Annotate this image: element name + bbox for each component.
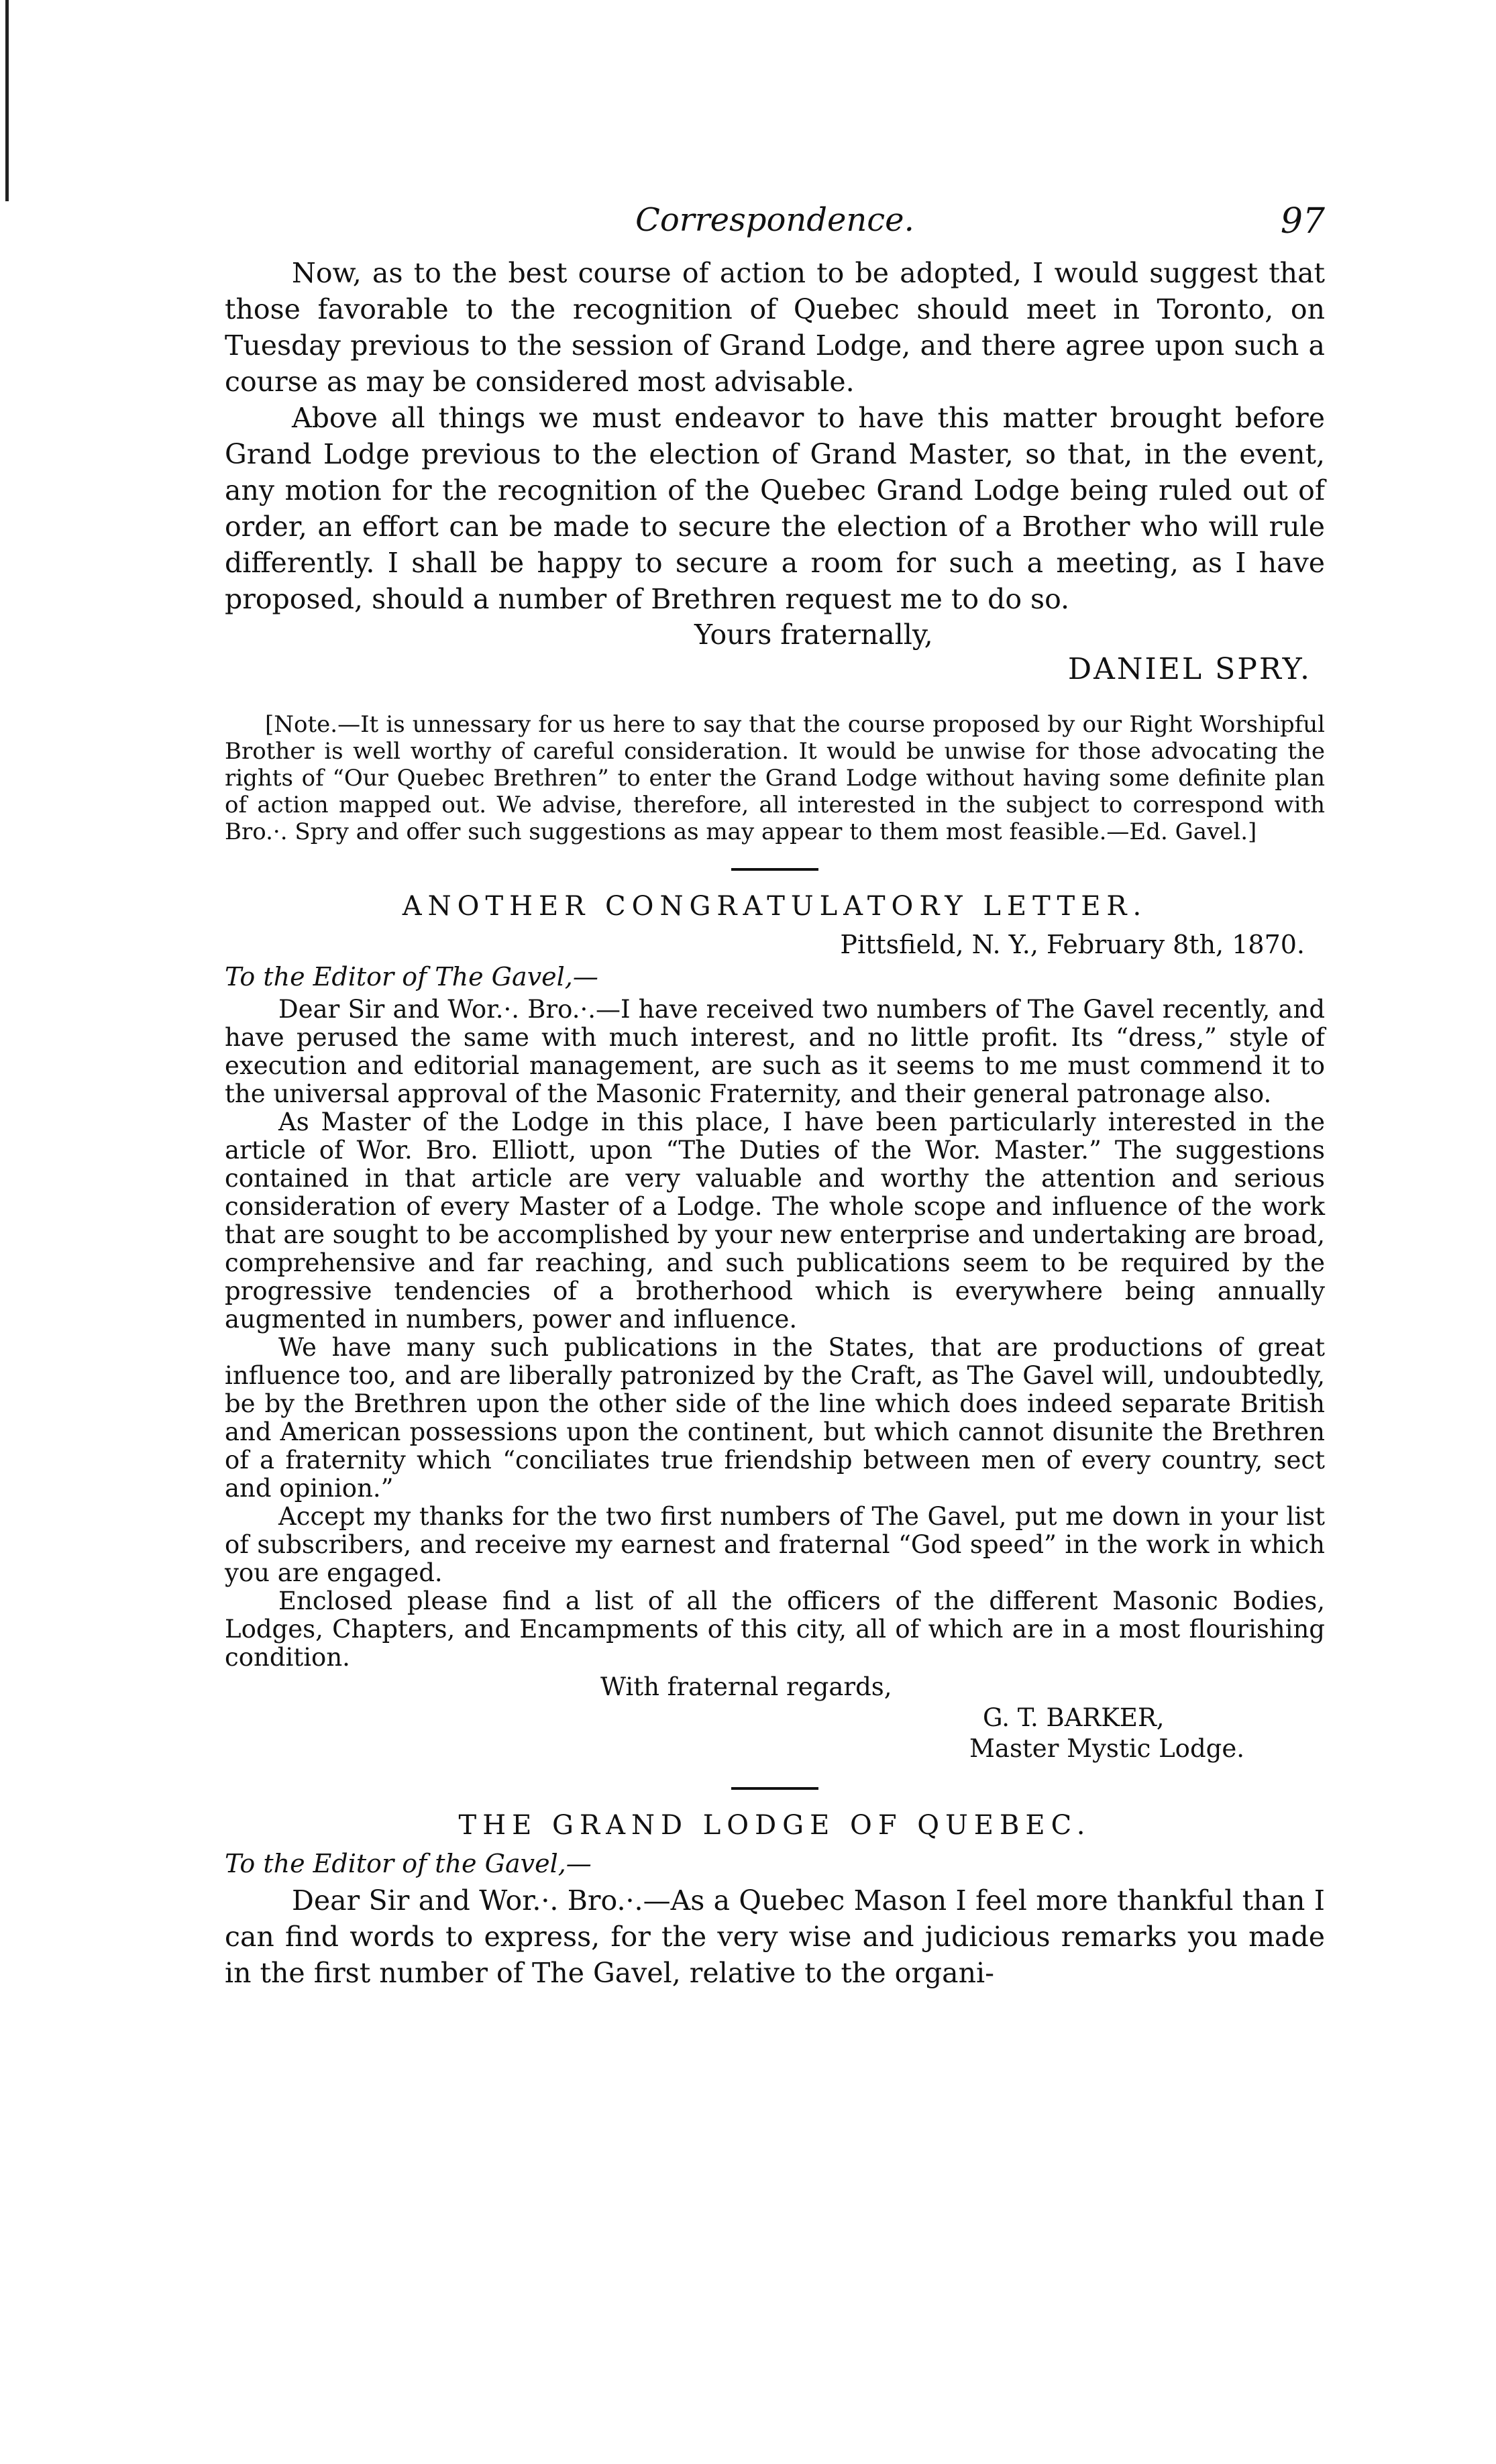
paragraph: Above all things we must endeavor to have this matter brought before Grand Lodge previous to the election of Grand Master, so that, in the event, any motion for the recognition of the Quebec Grand Lodge being ruled out of order, an effort can be made to secure the election of a Brother who will rule differently. I shall be happy to secure a room for such a meeting, as I have proposed, should a number of Brethren request me to do so.	[225, 402, 1325, 615]
section-heading: THE GRAND LODGE OF QUEBEC.	[458, 1810, 1091, 1841]
section-divider	[731, 1787, 818, 1790]
dateline: Pittsfield, N. Y., February 8th, 1870.	[840, 930, 1305, 959]
section-divider	[731, 868, 818, 871]
spry-letter-body	[225, 255, 1325, 617]
signature: G. T. BARKER,	[983, 1703, 1165, 1732]
paragraph: Accept my thanks for the two first numbers of The Gavel, put me down in your list of subscribers, and receive my earnest and fraternal “God speed” in the work in which you are engaged.	[225, 1502, 1325, 1587]
paragraph: Now, as to the best course of action to be adopted, I would suggest that those favorable to the recognition of Quebec should meet in Toronto, on Tuesday previous to the session of Grand Lodge, and there agree upon such a course as may be considered most advisable.	[225, 257, 1325, 398]
closing-line: With fraternal regards,	[600, 1672, 892, 1701]
signature-title: Master Mystic Lodge.	[969, 1734, 1244, 1763]
signature: DANIEL SPRY.	[1067, 652, 1312, 686]
paragraph: Dear Sir and Wor.·. Bro.·.—As a Quebec Mason I feel more thankful than I can find words to express, for the very wise and judicious remarks you made in the first number of The Gavel, relative to the organi-	[225, 1884, 1325, 1989]
paragraph: Dear Sir and Wor.·. Bro.·.—I have received two numbers of The Gavel recently, and have perused the same with much interest, and no little profit. Its “dress,” style of execution and editorial management, are such as it seems to me must commend it to the universal approval of the Masonic Fraternity, and their general patronage also.	[225, 995, 1325, 1108]
note-text: [Note.—It is unnessary for us here to say that the course proposed by our Right Worshipful Brother is well worthy of careful consideration. It would be unwise for those advocating the rights of “Our Quebec Brethren” to enter the Grand Lodge without having some definite plan of action mapped out. We advise, therefore, all interested in the subject to correspond with Bro.·. Spry and offer such suggestions as may appear to them most feasible.—Ed. Gavel.]	[225, 711, 1325, 845]
salutation: To the Editor of The Gavel,—	[225, 962, 598, 992]
paragraph: Enclosed please find a list of all the officers of the different Masonic Bodies, Lodges, Chapters, and Encampments of this city, all of which are in a most flourishing condition.	[225, 1587, 1325, 1672]
scan-edge-line	[5, 0, 9, 201]
quebec-letter-body	[225, 1882, 1325, 1991]
spry-closing	[225, 617, 1325, 687]
section-heading: ANOTHER CONGRATULATORY LETTER.	[402, 891, 1148, 922]
page-number: 97	[1280, 201, 1325, 242]
paragraph: We have many such publications in the States, that are productions of great influence too, and are liberally patronized by the Craft, as The Gavel will, undoubtedly, be by the Brethren upon the other side of the line which does indeed separate British and American possessions upon the continent, but which cannot disunite the Brethren of a fraternity which “conciliates true friendship between men of every country, sect and opinion.”	[225, 1333, 1325, 1503]
paragraph: As Master of the Lodge in this place, I have been particularly interested in the article of Wor. Bro. Elliott, upon “The Duties of the Wor. Master.” The suggestions contained in that article are very valuable and worthy the attention and serious consideration of every Master of a Lodge. The whole scope and influence of the work that are sought to be accomplished by your new enterprise and undertaking are broad, comprehensive and far reaching, and such publications seem to be required by the progressive tendencies of a brotherhood which is everywhere being annually augmented in numbers, power and influence.	[225, 1108, 1325, 1334]
closing-line: Yours fraternally,	[694, 619, 933, 651]
salutation: To the Editor of the Gavel,—	[225, 1849, 592, 1878]
editor-note	[225, 711, 1325, 845]
running-head	[225, 201, 1325, 255]
page	[225, 201, 1325, 1991]
running-title: Correspondence.	[635, 201, 914, 239]
barker-letter-body	[225, 996, 1325, 1672]
barker-signature-block	[225, 1672, 1325, 1764]
